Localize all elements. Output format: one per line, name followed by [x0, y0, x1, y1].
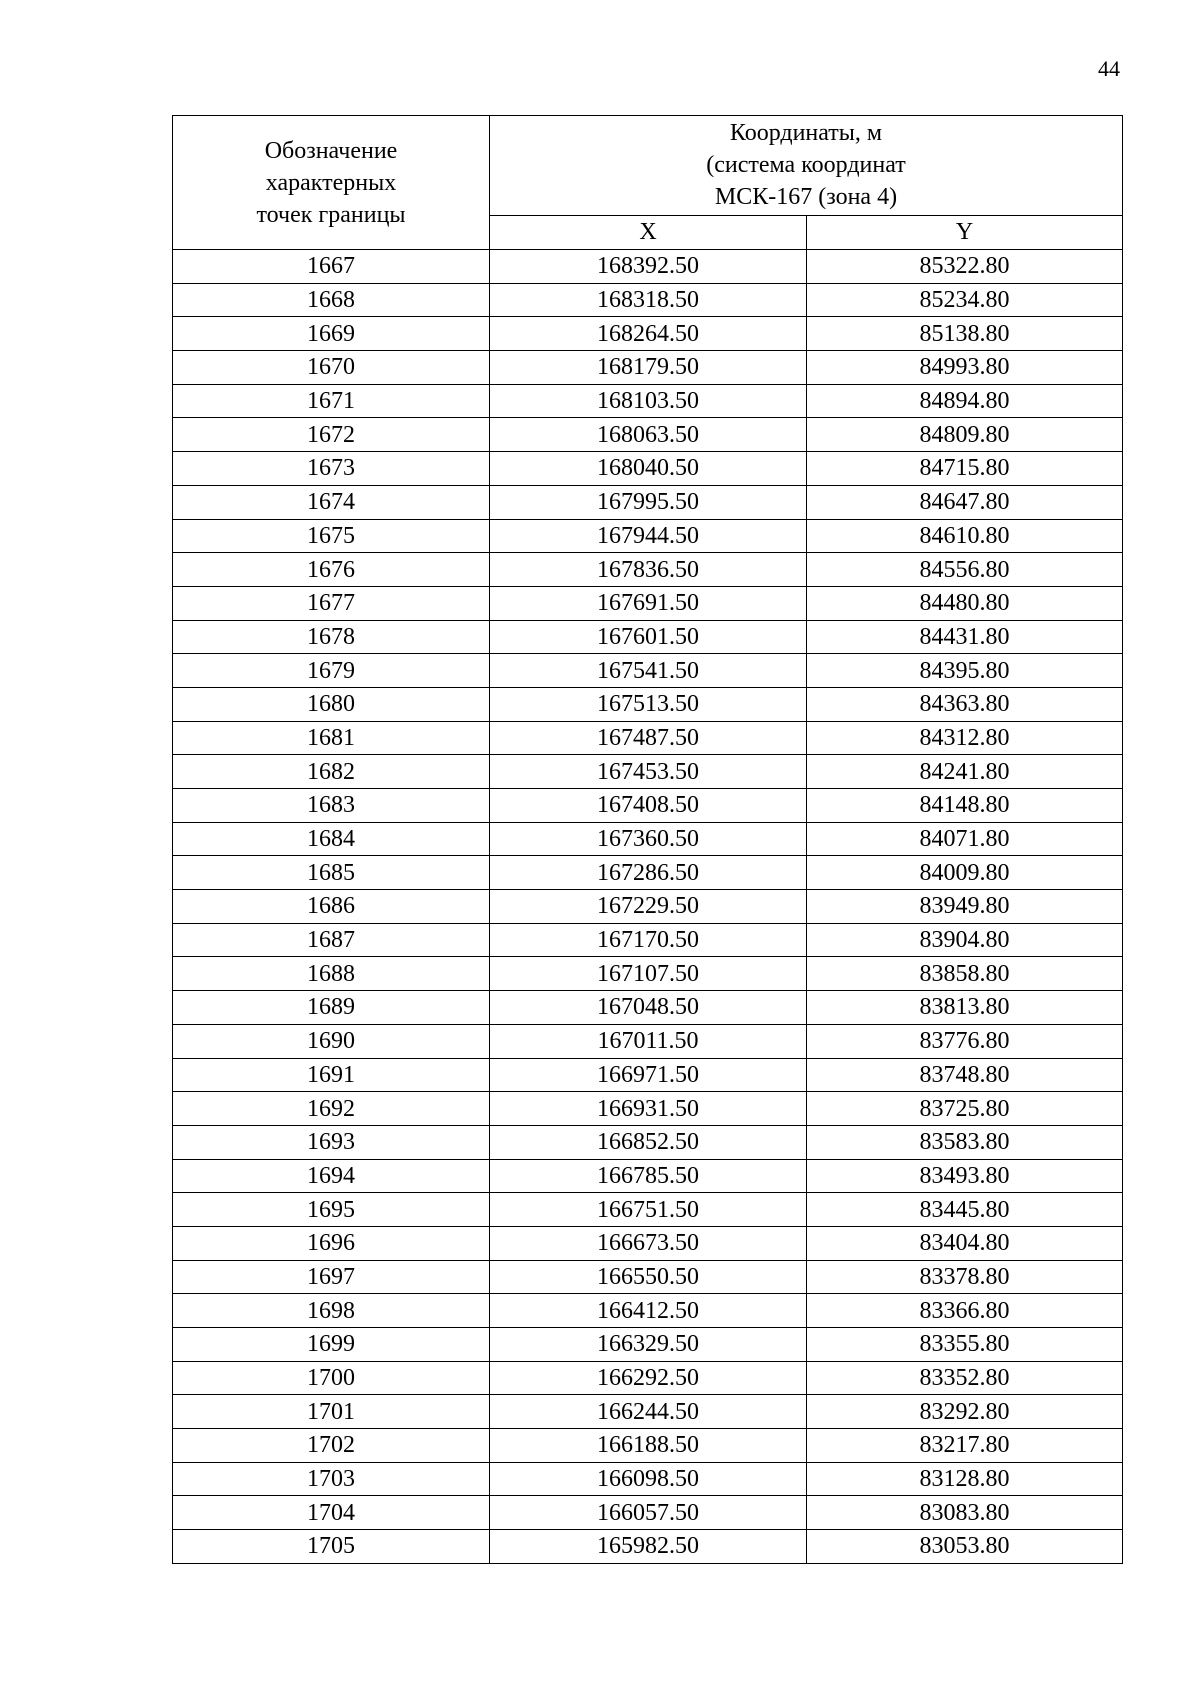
point-cell: 1683: [173, 789, 490, 823]
table-row: [173, 586, 1123, 620]
coordinates-table: [172, 115, 1123, 1564]
table-row: [173, 553, 1123, 587]
point-cell: 1690: [173, 1024, 490, 1058]
y-cell: 83292.80: [807, 1395, 1123, 1429]
y-cell: 83366.80: [807, 1294, 1123, 1328]
y-cell: 84480.80: [807, 586, 1123, 620]
y-cell: 84312.80: [807, 721, 1123, 755]
x-cell: 167944.50: [490, 519, 807, 553]
x-cell: 167229.50: [490, 890, 807, 924]
table-row: [173, 1462, 1123, 1496]
x-cell: 167107.50: [490, 957, 807, 991]
point-cell: 1696: [173, 1226, 490, 1260]
point-cell: 1704: [173, 1496, 490, 1530]
header-name-line: точек границы: [256, 201, 406, 228]
y-cell: 84395.80: [807, 654, 1123, 688]
table-row: [173, 957, 1123, 991]
header-coords-line: МСК-167 (зона 4): [714, 184, 898, 211]
point-cell: 1684: [173, 822, 490, 856]
table-row: [173, 1429, 1123, 1463]
header-y: Y: [807, 215, 1123, 249]
y-cell: 83128.80: [807, 1462, 1123, 1496]
y-cell: 83776.80: [807, 1024, 1123, 1058]
y-cell: 83053.80: [807, 1530, 1123, 1564]
point-cell: 1705: [173, 1530, 490, 1564]
point-cell: 1682: [173, 755, 490, 789]
header-name-line: Обозначение: [264, 137, 398, 164]
y-cell: 84071.80: [807, 822, 1123, 856]
point-cell: 1697: [173, 1260, 490, 1294]
table-row: [173, 485, 1123, 519]
x-cell: 166329.50: [490, 1328, 807, 1362]
table-row: [173, 822, 1123, 856]
x-cell: 167541.50: [490, 654, 807, 688]
point-cell: 1699: [173, 1328, 490, 1362]
x-cell: 166098.50: [490, 1462, 807, 1496]
header-name-line: характерных: [265, 169, 397, 196]
x-cell: 168103.50: [490, 384, 807, 418]
table-row: [173, 923, 1123, 957]
header-coords-line: (система координат: [706, 152, 906, 179]
x-cell: 167453.50: [490, 755, 807, 789]
point-cell: 1667: [173, 250, 490, 284]
x-cell: 165982.50: [490, 1530, 807, 1564]
point-cell: 1675: [173, 519, 490, 553]
point-cell: 1680: [173, 687, 490, 721]
y-cell: 84809.80: [807, 418, 1123, 452]
point-cell: 1672: [173, 418, 490, 452]
table-row: [173, 1395, 1123, 1429]
x-cell: 167048.50: [490, 991, 807, 1025]
y-cell: 83858.80: [807, 957, 1123, 991]
y-cell: 84009.80: [807, 856, 1123, 890]
point-cell: 1702: [173, 1429, 490, 1463]
table-row: [173, 1024, 1123, 1058]
x-cell: 166550.50: [490, 1260, 807, 1294]
x-cell: 167170.50: [490, 923, 807, 957]
point-cell: 1688: [173, 957, 490, 991]
y-cell: 84894.80: [807, 384, 1123, 418]
y-cell: 83904.80: [807, 923, 1123, 957]
y-cell: 84241.80: [807, 755, 1123, 789]
point-cell: 1694: [173, 1159, 490, 1193]
point-cell: 1686: [173, 890, 490, 924]
table-row: [173, 654, 1123, 688]
point-cell: 1669: [173, 317, 490, 351]
x-cell: 168318.50: [490, 283, 807, 317]
y-cell: 84610.80: [807, 519, 1123, 553]
point-cell: 1668: [173, 283, 490, 317]
x-cell: 166785.50: [490, 1159, 807, 1193]
y-cell: 84363.80: [807, 687, 1123, 721]
y-cell: 83378.80: [807, 1260, 1123, 1294]
table-body: [173, 250, 1123, 1564]
header-x: X: [490, 215, 807, 249]
x-cell: 167360.50: [490, 822, 807, 856]
x-cell: 167836.50: [490, 553, 807, 587]
table-row: [173, 856, 1123, 890]
point-cell: 1676: [173, 553, 490, 587]
x-cell: 167601.50: [490, 620, 807, 654]
x-cell: 166292.50: [490, 1361, 807, 1395]
x-cell: 168040.50: [490, 452, 807, 486]
x-cell: 167286.50: [490, 856, 807, 890]
table-row: [173, 1530, 1123, 1564]
point-cell: 1693: [173, 1125, 490, 1159]
point-cell: 1674: [173, 485, 490, 519]
table-row: [173, 1092, 1123, 1126]
y-cell: 83583.80: [807, 1125, 1123, 1159]
point-cell: 1700: [173, 1361, 490, 1395]
point-cell: 1689: [173, 991, 490, 1025]
table-row: [173, 1226, 1123, 1260]
x-cell: 166852.50: [490, 1125, 807, 1159]
y-cell: 83355.80: [807, 1328, 1123, 1362]
header-point-designation: [173, 116, 490, 250]
y-cell: 84148.80: [807, 789, 1123, 823]
table-row: [173, 317, 1123, 351]
point-cell: 1671: [173, 384, 490, 418]
x-cell: 166057.50: [490, 1496, 807, 1530]
y-cell: 83725.80: [807, 1092, 1123, 1126]
y-cell: 84993.80: [807, 351, 1123, 385]
header-coordinates: [490, 116, 1123, 216]
y-cell: 83217.80: [807, 1429, 1123, 1463]
page-number: 44: [1098, 56, 1120, 81]
table-row: [173, 755, 1123, 789]
x-cell: 166673.50: [490, 1226, 807, 1260]
table-row: [173, 1361, 1123, 1395]
x-cell: 166244.50: [490, 1395, 807, 1429]
x-cell: 167408.50: [490, 789, 807, 823]
point-cell: 1685: [173, 856, 490, 890]
y-cell: 85138.80: [807, 317, 1123, 351]
y-cell: 83748.80: [807, 1058, 1123, 1092]
y-cell: 84556.80: [807, 553, 1123, 587]
table-row: [173, 620, 1123, 654]
table-row: [173, 351, 1123, 385]
y-cell: 83352.80: [807, 1361, 1123, 1395]
x-cell: 167513.50: [490, 687, 807, 721]
table-row: [173, 519, 1123, 553]
table-row: [173, 1193, 1123, 1227]
point-cell: 1687: [173, 923, 490, 957]
x-cell: 167691.50: [490, 586, 807, 620]
x-cell: 168264.50: [490, 317, 807, 351]
point-cell: 1677: [173, 586, 490, 620]
table-row: [173, 1058, 1123, 1092]
table-row: [173, 1159, 1123, 1193]
x-cell: 168392.50: [490, 250, 807, 284]
table-header: [173, 116, 1123, 250]
table-row: [173, 1260, 1123, 1294]
table-row: [173, 384, 1123, 418]
point-cell: 1679: [173, 654, 490, 688]
table-row: [173, 1125, 1123, 1159]
table-row: [173, 789, 1123, 823]
table-row: [173, 250, 1123, 284]
point-cell: 1673: [173, 452, 490, 486]
table-row: [173, 1328, 1123, 1362]
y-cell: 84647.80: [807, 485, 1123, 519]
y-cell: 83493.80: [807, 1159, 1123, 1193]
y-cell: 83404.80: [807, 1226, 1123, 1260]
y-cell: 83949.80: [807, 890, 1123, 924]
point-cell: 1692: [173, 1092, 490, 1126]
y-cell: 83445.80: [807, 1193, 1123, 1227]
point-cell: 1678: [173, 620, 490, 654]
y-cell: 85322.80: [807, 250, 1123, 284]
point-cell: 1703: [173, 1462, 490, 1496]
x-cell: 166971.50: [490, 1058, 807, 1092]
point-cell: 1695: [173, 1193, 490, 1227]
x-cell: 166412.50: [490, 1294, 807, 1328]
y-cell: 85234.80: [807, 283, 1123, 317]
x-cell: 167011.50: [490, 1024, 807, 1058]
header-coords-line: Координаты, м: [729, 120, 883, 147]
point-cell: 1701: [173, 1395, 490, 1429]
table-row: [173, 283, 1123, 317]
point-cell: 1681: [173, 721, 490, 755]
y-cell: 83813.80: [807, 991, 1123, 1025]
y-cell: 83083.80: [807, 1496, 1123, 1530]
y-cell: 84715.80: [807, 452, 1123, 486]
table-row: [173, 890, 1123, 924]
table-row: [173, 418, 1123, 452]
x-cell: 168063.50: [490, 418, 807, 452]
y-cell: 84431.80: [807, 620, 1123, 654]
x-cell: 168179.50: [490, 351, 807, 385]
table-row: [173, 1496, 1123, 1530]
point-cell: 1691: [173, 1058, 490, 1092]
table-row: [173, 687, 1123, 721]
point-cell: 1698: [173, 1294, 490, 1328]
x-cell: 167487.50: [490, 721, 807, 755]
point-cell: 1670: [173, 351, 490, 385]
x-cell: 166188.50: [490, 1429, 807, 1463]
table-row: [173, 991, 1123, 1025]
x-cell: 166931.50: [490, 1092, 807, 1126]
table-row: [173, 452, 1123, 486]
table-row: [173, 721, 1123, 755]
table-row: [173, 1294, 1123, 1328]
x-cell: 167995.50: [490, 485, 807, 519]
x-cell: 166751.50: [490, 1193, 807, 1227]
